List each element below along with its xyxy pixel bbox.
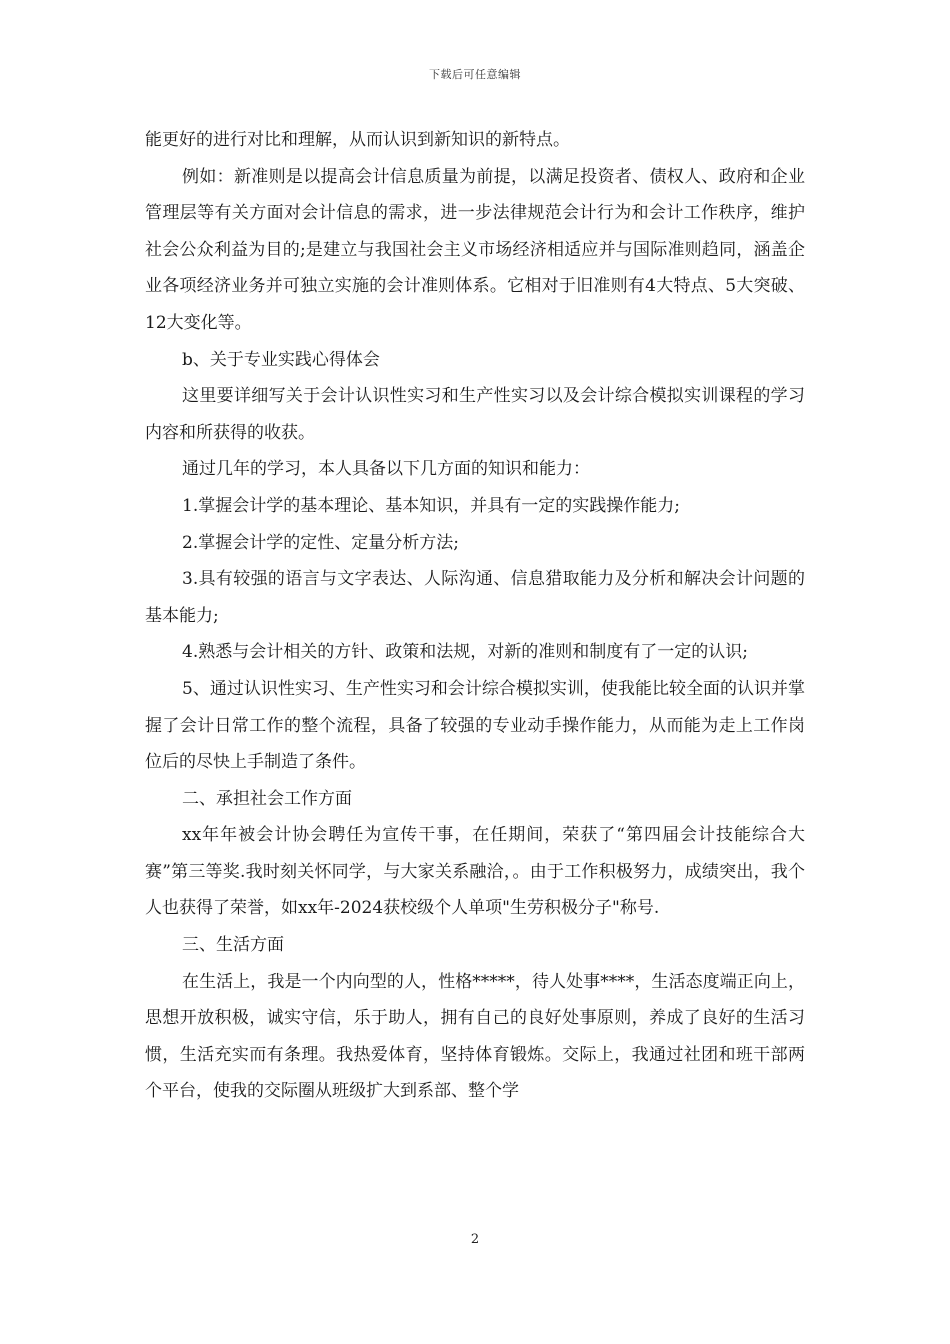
section-heading: 二、承担社会工作方面 xyxy=(182,788,352,809)
section-subheading: b、关于专业实践心得体会 xyxy=(182,349,380,370)
list-item: 3.具有较强的语言与文字表达、人际沟通、信息猎取能力及分析和解决会计问题的基本能力; xyxy=(145,569,805,626)
list-item: 4.熟悉与会计相关的方针、政策和法规，对新的准则和制度有了一定的认识; xyxy=(182,642,748,663)
list-item: 1.掌握会计学的基本理论、基本知识，并具有一定的实践操作能力; xyxy=(182,495,680,516)
list-item: 5、通过认识性实习、生产性实习和会计综合模拟实训，使我能比较全面的认识并掌握了会计日常工作的整个流程，具备了较强的专业动手操作能力，从而能为走上工作岗位后的尽快上手制造了条件。 xyxy=(145,678,805,773)
section-heading: 三、生活方面 xyxy=(182,935,284,956)
paragraph: 通过几年的学习，本人具备以下几方面的知识和能力： xyxy=(182,459,590,480)
paragraph: 能更好的进行对比和理解，从而认识到新知识的新特点。 xyxy=(145,130,570,150)
page-header: 下载后可任意编辑 xyxy=(429,68,521,81)
page-number: 2 xyxy=(470,1232,480,1247)
paragraph: 这里要详细写关于会计认识性实习和生产性实习以及会计综合模拟实训课程的学习内容和所获得的收获。 xyxy=(145,386,805,443)
paragraph: xx年年被会计协会聘任为宣传干事，在任期间，荣获了“第四届会计技能综合大赛”第三等奖.我时刻关怀同学，与大家关系融洽，。由于工作积极努力，成绩突出，我个人也获得了荣誉，如xx年-2024获校级个人单项"生劳积极分子"称号. xyxy=(145,825,805,919)
paragraph: 在生活上，我是一个内向型的人，性格*****，待人处事****，生活态度端正向上，思想开放积极，诚实守信，乐于助人，拥有自己的良好处事原则，养成了良好的生活习惯，生活充实而有条理。我热爱体育，坚持体育锻炼。交际上，我通过社团和班干部两个平台，使我的交际圈从班级扩大到系部、整个学 xyxy=(145,971,805,1102)
document-body xyxy=(145,122,805,1110)
list-item: 2.掌握会计学的定性、定量分析方法; xyxy=(182,532,459,553)
paragraph: 例如：新准则是以提高会计信息质量为前提，以满足投资者、债权人、政府和企业管理层等有关方面对会计信息的需求，进一步法律规范会计行为和会计工作秩序，维护社会公众利益为目的;是建立与我国社会主义市场经济相适应并与国际准则趋同，涵盖企业各项经济业务并可独立实施的会计准则体系。它相对于旧准则有4大特点、5大突破、12大变化等。 xyxy=(145,166,805,333)
